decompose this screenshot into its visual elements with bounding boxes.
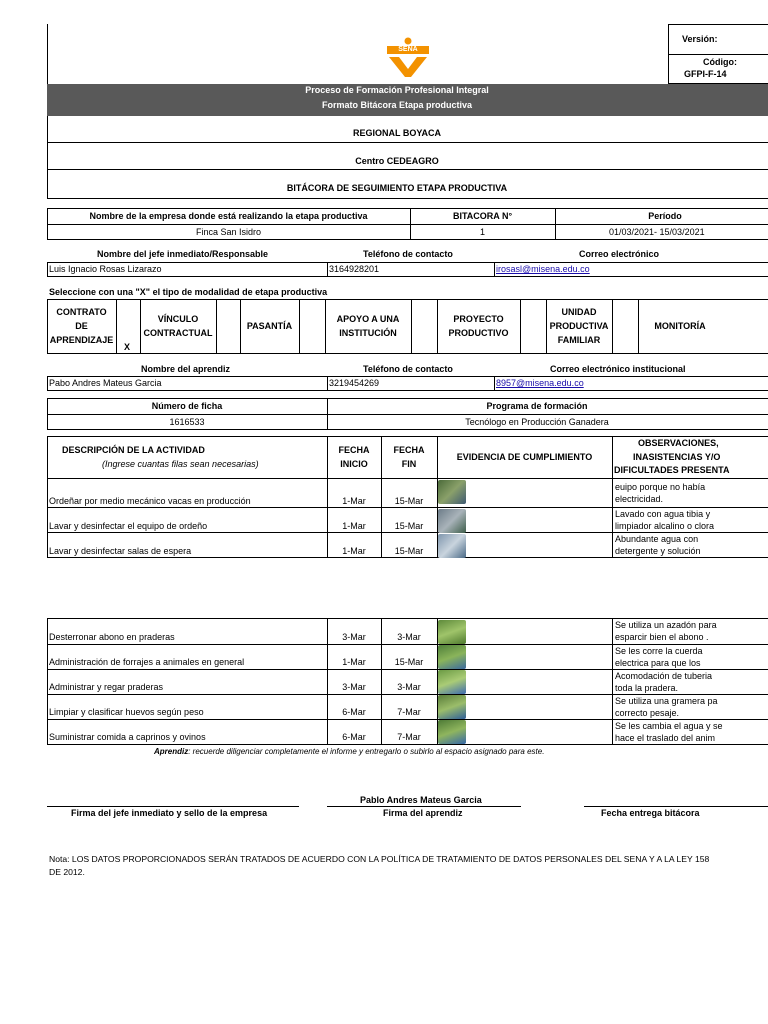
evidence-photo[interactable] bbox=[438, 695, 466, 719]
privacy-note: Nota: LOS DATOS PROPORCIONADOS SERÁN TRATADOS DE ACUERDO CON LA POLÍTICA DE TRATAMIENTO DE DATOS PERSONALES DEL SENA Y A LA LEY 158 bbox=[49, 854, 710, 864]
modalidad-prompt: Seleccione con una "X" el tipo de modalidad de etapa productiva bbox=[49, 287, 328, 297]
boss-sign-line bbox=[47, 806, 299, 807]
apprentice-name-value: Pabo Andres Mateus Garcia bbox=[49, 378, 162, 388]
version-label: Versión: bbox=[682, 34, 718, 44]
apprentice-sign-name: Pablo Andres Mateus Garcia bbox=[360, 795, 482, 805]
date-sign-line bbox=[584, 806, 768, 807]
boss-email-link[interactable]: irosasl@misena.edu.co bbox=[496, 264, 590, 274]
boss-email-label: Correo electrónico bbox=[579, 249, 660, 259]
process-title: Proceso de Formación Profesional Integral bbox=[305, 85, 489, 95]
regional-label: REGIONAL BOYACA bbox=[352, 128, 441, 138]
boss-name-label: Nombre del jefe inmediato/Responsable bbox=[97, 249, 269, 259]
boss-sign-label: Firma del jefe inmediato y sello de la empresa bbox=[71, 808, 268, 818]
apprentice-phone-label: Teléfono de contacto bbox=[363, 364, 453, 374]
bitacora-number-label: BITACORA N° bbox=[452, 211, 513, 221]
programa-value: Tecnólogo en Producción Ganadera bbox=[465, 417, 609, 427]
evidence-photo[interactable] bbox=[438, 670, 466, 694]
company-name-label: Nombre de la empresa donde está realizando la etapa productiva bbox=[89, 211, 368, 221]
evidence-photo[interactable] bbox=[438, 480, 466, 504]
sena-logo-icon bbox=[383, 37, 433, 79]
centro-label: Centro CEDEAGRO bbox=[355, 156, 439, 166]
apprentice-sign-line bbox=[327, 806, 521, 807]
activities-end-header: FECHA bbox=[393, 445, 425, 455]
sena-logo bbox=[383, 37, 433, 79]
company-name-value: Finca San Isidro bbox=[195, 227, 262, 237]
bitacora-title: BITÁCORA DE SEGUIMIENTO ETAPA PRODUCTIVA bbox=[286, 183, 508, 193]
title-band bbox=[47, 84, 768, 116]
boss-phone-value: 3164928201 bbox=[329, 264, 380, 274]
ficha-value: 1616533 bbox=[169, 417, 205, 427]
privacy-note-line2: DE 2012. bbox=[49, 867, 85, 877]
modalidad-selected-mark[interactable]: X bbox=[124, 342, 131, 352]
apprentice-sign-label: Firma del aprendiz bbox=[383, 808, 463, 818]
activities-desc-hint: (Ingrese cuantas filas sean necesarias) bbox=[102, 459, 259, 469]
modalidad-option-monitoria: MONITORÍA bbox=[654, 321, 706, 331]
programa-label: Programa de formación bbox=[486, 401, 588, 411]
apprentice-name-label: Nombre del aprendiz bbox=[141, 364, 231, 374]
boss-name-value: Luis Ignacio Rosas Lizarazo bbox=[49, 264, 162, 274]
evidence-photo[interactable] bbox=[438, 509, 466, 533]
apprentice-phone-value: 3219454269 bbox=[329, 378, 380, 388]
code-label: Código: bbox=[703, 57, 737, 67]
ficha-label: Número de ficha bbox=[151, 401, 223, 411]
apprentice-reminder: Aprendiz: recuerde diligenciar completamente el informe y entregarlo o subirlo al espacio asignado para este. bbox=[154, 747, 545, 756]
activities-evidence-header: EVIDENCIA DE CUMPLIMIENTO bbox=[456, 452, 593, 462]
code-value: GFPI-F-14 bbox=[684, 69, 727, 79]
format-title: Formato Bitácora Etapa productiva bbox=[321, 100, 473, 110]
sena-logo-text: SENA bbox=[398, 46, 418, 53]
date-label: Fecha entrega bitácora bbox=[601, 808, 700, 818]
activities-start-header: FECHA bbox=[338, 445, 370, 455]
evidence-photo[interactable] bbox=[438, 645, 466, 669]
apprentice-email-label: Correo electrónico institucional bbox=[550, 364, 686, 374]
bitacora-number-value: 1 bbox=[479, 227, 485, 237]
activities-desc-header: DESCRIPCIÓN DE LA ACTIVIDAD bbox=[62, 445, 205, 455]
evidence-photo[interactable] bbox=[438, 720, 466, 744]
modalidad-option-pasantia: PASANTÍA bbox=[246, 321, 293, 331]
periodo-label: Período bbox=[648, 211, 682, 221]
boss-phone-label: Teléfono de contacto bbox=[363, 249, 453, 259]
apprentice-email-link[interactable]: 8957@misena.edu.co bbox=[496, 378, 584, 388]
periodo-value: 01/03/2021- 15/03/2021 bbox=[609, 227, 705, 237]
activities-obs-header: OBSERVACIONES, bbox=[638, 438, 719, 448]
evidence-photo[interactable] bbox=[438, 534, 466, 558]
evidence-photo[interactable] bbox=[438, 620, 466, 644]
